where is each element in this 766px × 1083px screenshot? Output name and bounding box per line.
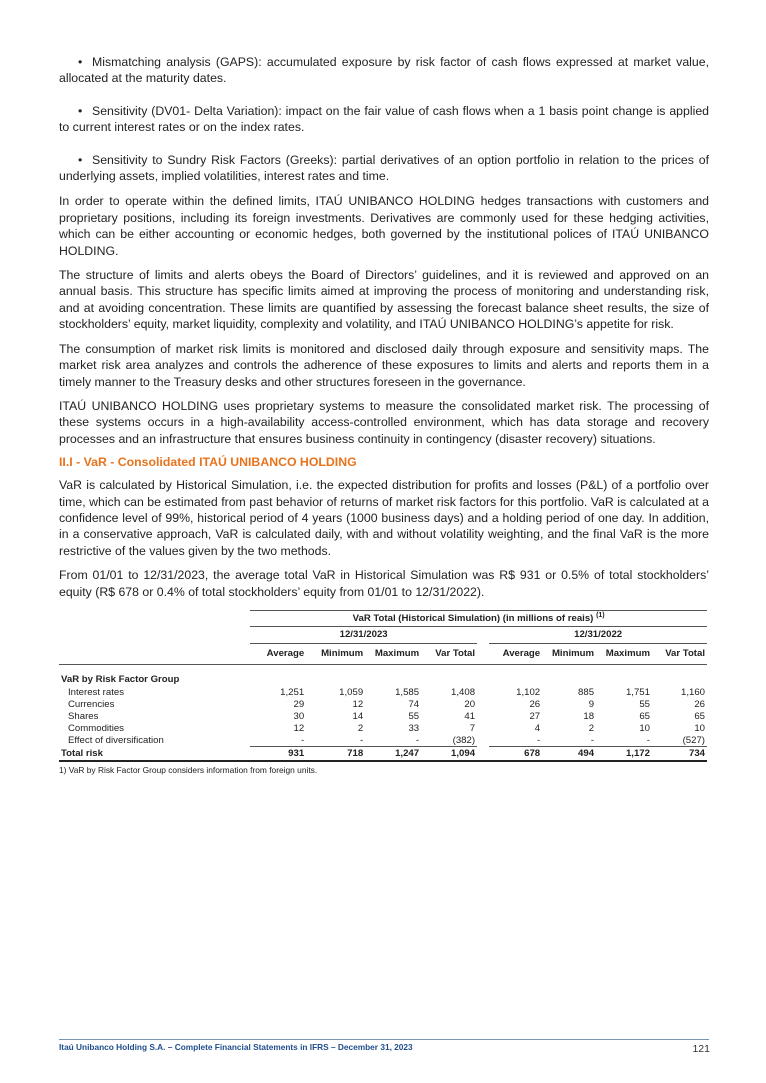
- cell: 26: [694, 698, 705, 710]
- cell: -: [365, 734, 421, 747]
- cell: 2: [588, 722, 595, 734]
- bullet-icon: •: [78, 152, 83, 167]
- cell: 718: [306, 747, 365, 762]
- cell: 885: [578, 686, 595, 698]
- cell: 29: [293, 698, 305, 710]
- page-number: 121: [692, 1043, 710, 1055]
- table-row: [59, 698, 707, 710]
- cell: 2: [357, 722, 364, 734]
- paragraph-hedging: In order to operate within the defined limits, ITAÚ UNIBANCO HOLDING hedges transactions with customers and proprietary positions, including its foreign investments. Derivatives are commonly used for these hedging activities, which can be either accounting or economic hedges, both governed by the institutional polices of ITAÚ UNIBANCO HOLDING.: [59, 194, 709, 258]
- cell: 931: [250, 747, 306, 762]
- cell: 18: [583, 710, 595, 722]
- row-label: Commodities: [68, 722, 124, 734]
- col-maximum-2022: Maximum: [596, 643, 652, 664]
- cell: 1,585: [395, 686, 420, 698]
- cell: 14: [352, 710, 364, 722]
- bullet-icon: •: [78, 103, 83, 118]
- cell: 12: [293, 722, 305, 734]
- col-var-total-2023: Var Total: [421, 643, 477, 664]
- cell: 1,160: [680, 686, 705, 698]
- cell: 41: [464, 710, 476, 722]
- table-row: [59, 710, 707, 722]
- cell: 7: [469, 722, 476, 734]
- table-column-header-row: [59, 643, 707, 664]
- cell: 1,059: [339, 686, 364, 698]
- cell: 12: [352, 698, 364, 710]
- bullet-text: Sensitivity (DV01- Delta Variation): impact on the fair value of cash flows when a 1 basis point change is applied to current interest rates or on the index rates.: [59, 103, 709, 135]
- table-total-row: [59, 747, 707, 762]
- cell: -: [489, 734, 542, 747]
- cell: 1,172: [596, 747, 652, 762]
- cell: (527): [652, 734, 707, 747]
- cell: 65: [694, 710, 705, 722]
- bullet-dv01: [59, 103, 709, 136]
- paragraph-consumption: The consumption of market risk limits is monitored and disclosed daily through exposure and sensitivity maps. The market risk area analyzes and controls the adherence of these exposures to limits and alerts and reports them in a timely manner to the Treasury desks and other structures foreseen in the governance.: [59, 341, 709, 389]
- cell: 10: [694, 722, 705, 734]
- table-group-row: [59, 672, 707, 686]
- table-row: [59, 734, 707, 747]
- cell: 33: [408, 722, 420, 734]
- footer-divider: [59, 1039, 709, 1040]
- cell: 10: [639, 722, 650, 734]
- cell: 1,408: [451, 686, 476, 698]
- cell: (382): [421, 734, 477, 747]
- row-label: Shares: [68, 710, 99, 722]
- total-label: Total risk: [59, 747, 250, 762]
- cell: 74: [408, 698, 420, 710]
- paragraph-limits: The structure of limits and alerts obeys the Board of Directors’ guidelines, and it is reviewed and approved on an annual basis. This structure has specific limits aimed at improving the process of monitoring and understanding risk, and at avoiding concentration. These limits are quantified by assessing the forecast balance sheet results, the size of stockholders’ equity, market liquidity, complexity and volatility, and ITAÚ UNIBANCO HOLDING’s appetite for risk.: [59, 268, 709, 332]
- col-average-2022: Average: [489, 643, 542, 664]
- cell: 1,751: [625, 686, 650, 698]
- period-2023: 12/31/2023: [250, 626, 477, 643]
- col-minimum-2023: Minimum: [306, 643, 365, 664]
- cell: 26: [529, 698, 541, 710]
- cell: 1,247: [365, 747, 421, 762]
- cell: 4: [534, 722, 541, 734]
- cell: 30: [293, 710, 305, 722]
- bullet-text: Sensitivity to Sundry Risk Factors (Greeks): partial derivatives of an option portfolio in relation to the prices of underlying assets, implied volatilities, interest rates and time.: [59, 152, 709, 184]
- cell: 1,094: [421, 747, 477, 762]
- cell: 55: [408, 710, 420, 722]
- period-2022: 12/31/2022: [489, 626, 707, 643]
- cell: 20: [464, 698, 476, 710]
- bullet-icon: •: [78, 55, 83, 69]
- table-period-row: [59, 626, 707, 643]
- paragraph-var-average: From 01/01 to 12/31/2023, the average total VaR in Historical Simulation was R$ 931 or 0.5% of total stockholders’ equity (R$ 678 or 0.4% of total stockholders’ equity from 01/01 to 12/31/2022).: [59, 568, 709, 599]
- cell: 678: [489, 747, 542, 762]
- document-body: [59, 54, 709, 775]
- cell: 9: [588, 698, 595, 710]
- row-label: Interest rates: [68, 686, 124, 698]
- bullet-text: Mismatching analysis (GAPS): accumulated exposure by risk factor of cash flows expressed at market value, allocated at the maturity dates.: [59, 55, 709, 86]
- var-table: [59, 610, 707, 763]
- footer-text: Itaú Unibanco Holding S.A. – Complete Financial Statements in IFRS – December 31, 2023: [59, 1042, 413, 1052]
- group-label: VaR by Risk Factor Group: [61, 673, 180, 685]
- section-title: II.I - VaR - Consolidated ITAÚ UNIBANCO HOLDING: [59, 455, 357, 470]
- col-minimum-2022: Minimum: [542, 643, 596, 664]
- cell: -: [306, 734, 365, 747]
- cell: 65: [639, 710, 650, 722]
- table-footnote: 1) VaR by Risk Factor Group considers information from foreign units.: [59, 765, 318, 776]
- table-title-row: [59, 610, 707, 626]
- row-label: Currencies: [68, 698, 115, 710]
- table-row: [59, 722, 707, 734]
- cell: 1,102: [516, 686, 541, 698]
- cell: -: [542, 734, 596, 747]
- cell: 494: [542, 747, 596, 762]
- col-average-2023: Average: [250, 643, 306, 664]
- cell: 27: [529, 710, 541, 722]
- cell: 55: [639, 698, 650, 710]
- cell: 1,251: [280, 686, 305, 698]
- cell: -: [250, 734, 306, 747]
- table-row: [59, 686, 707, 698]
- paragraph-var-method: VaR is calculated by Historical Simulation, i.e. the expected distribution for profits and losses (P&L) of a portfolio over time, which can be estimated from past behavior of returns of market risk factors for this portfolio. VaR is calculated at a confidence level of 99%, historical period of 4 years (1000 business days) and a holding period of one day. In addition, in a conservative approach, VaR is calculated daily, with and without volatility weighting, and the final VaR is the more restrictive of the values given by the two methods.: [59, 478, 709, 558]
- bullet-gaps: [59, 54, 709, 87]
- col-maximum-2023: Maximum: [365, 643, 421, 664]
- table-title: VaR Total (Historical Simulation) (in millions of reais) $^{(1)}$: [250, 610, 707, 626]
- col-var-total-2022: Var Total: [652, 643, 707, 664]
- paragraph-systems: ITAÚ UNIBANCO HOLDING uses proprietary systems to measure the consolidated market risk. The processing of these systems occurs in a high-availability access-controlled environment, which has data storage and recovery processes and an infrastructure that ensures business continuity in contingency (disaster recovery) situations.: [59, 398, 709, 446]
- bullet-greeks: [59, 152, 709, 185]
- cell: -: [596, 734, 652, 747]
- row-label: Effect of diversification: [68, 735, 164, 747]
- cell: 734: [652, 747, 707, 762]
